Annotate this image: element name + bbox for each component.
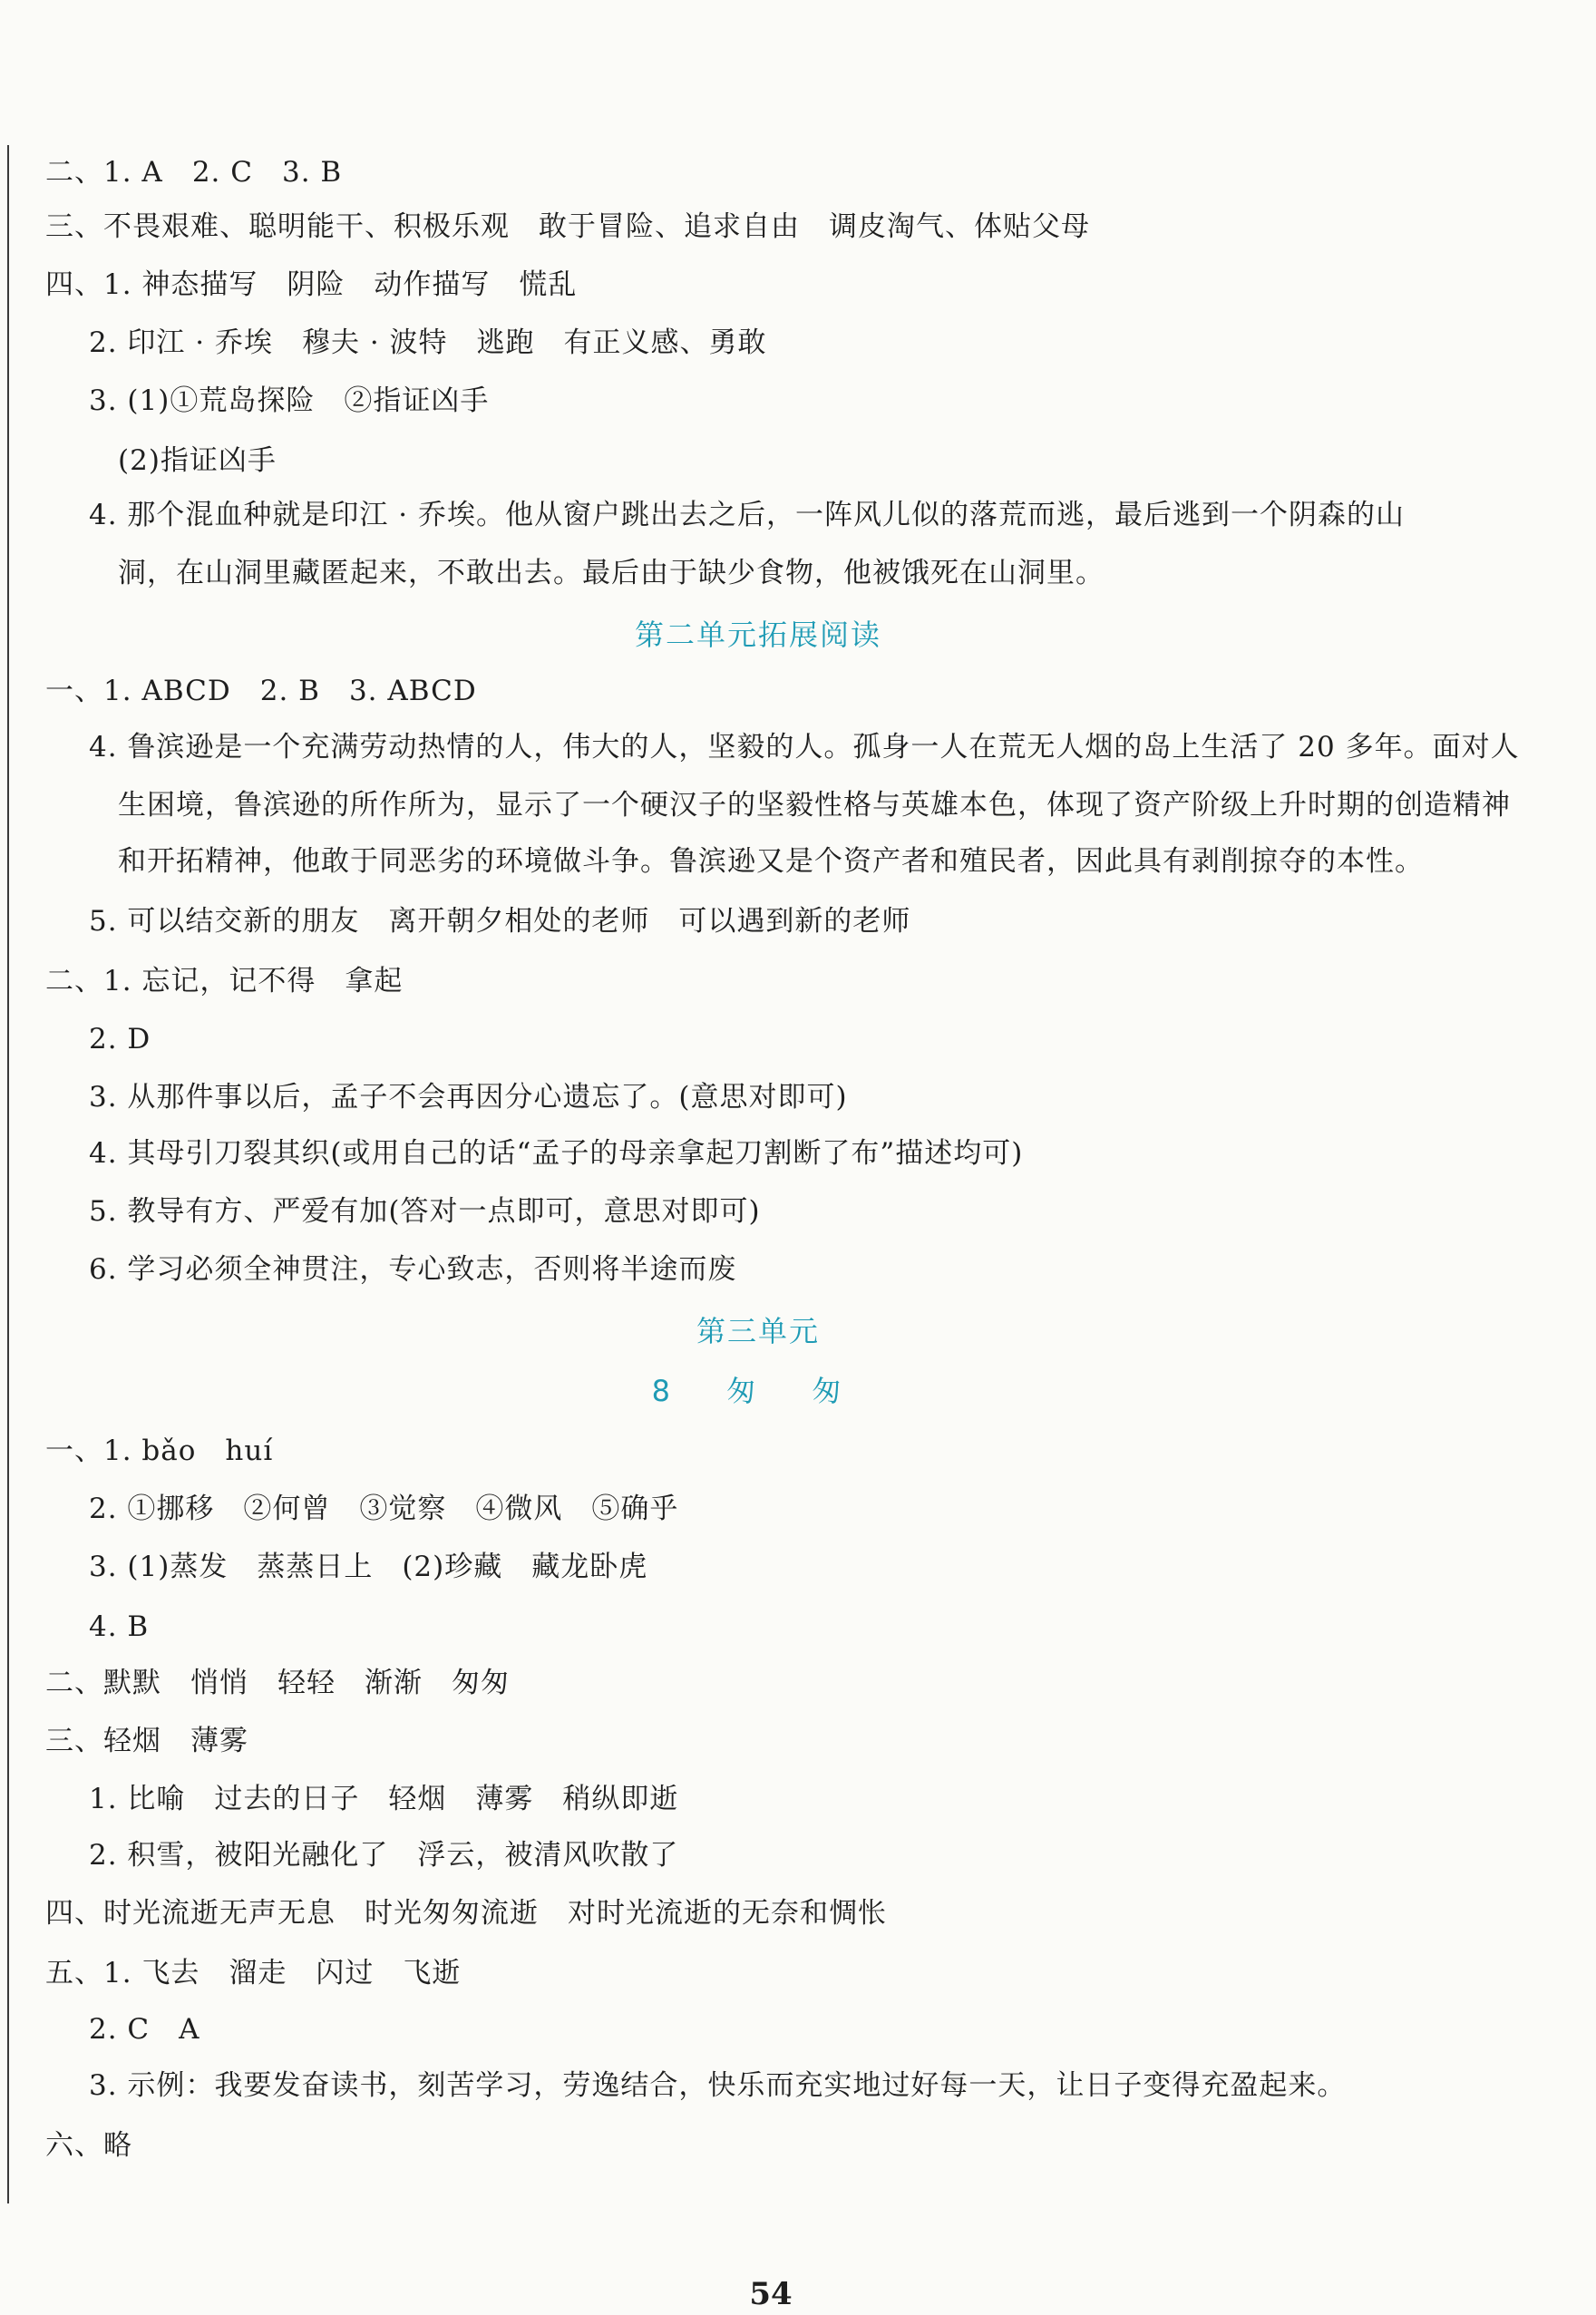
- answer-line: 二、1. A 2. C 3. B: [45, 156, 343, 189]
- answer-line: 二、1. 忘记，记不得 拿起: [45, 965, 404, 997]
- answer-line: 四、时光流逝无声无息 时光匆匆流逝 对时光流逝的无奈和惆怅: [45, 1897, 887, 1930]
- unit-heading: 第三单元: [696, 1314, 820, 1348]
- answer-line: 和开拓精神，他敢于同恶劣的环境做斗争。鲁滨逊又是个资产者和殖民者，因此具有剥削掠夺的本性。: [118, 845, 1424, 878]
- answer-line: 2. ①挪移 ②何曾 ③觉察 ④微风 ⑤确乎: [89, 1493, 679, 1525]
- answer-line: 三、不畏艰难、聪明能干、积极乐观 敢于冒险、追求自由 调皮淘气、体贴父母: [45, 210, 1090, 243]
- answer-line: 4. 鲁滨逊是一个充满劳动热情的人，伟大的人，坚毅的人。孤身一人在荒无人烟的岛上生活了 20 多年。面对人: [89, 731, 1520, 764]
- answer-line: 3. (1)①荒岛探险 ②指证凶手: [89, 384, 490, 417]
- answer-line: 五、1. 飞去 溜走 闪过 飞逝: [45, 1957, 462, 1989]
- answer-line: 2. D: [89, 1023, 151, 1055]
- answer-line: 5. 教导有方、严爱有加(答对一点即可，意思对即可): [89, 1195, 761, 1228]
- answer-line: 3. (1)蒸发 蒸蒸日上 (2)珍藏 藏龙卧虎: [89, 1551, 648, 1583]
- answer-line: 5. 可以结交新的朋友 离开朝夕相处的老师 可以遇到新的老师: [89, 905, 911, 938]
- left-margin-rule: [7, 145, 9, 2203]
- answer-line: 2. C A: [89, 2013, 200, 2046]
- answer-line: 二、默默 悄悄 轻轻 渐渐 匆匆: [45, 1667, 510, 1699]
- answer-line: 3. 从那件事以后，孟子不会再因分心遗忘了。(意思对即可): [89, 1081, 848, 1114]
- answer-line: 6. 学习必须全神贯注，专心致志，否则将半途而废: [89, 1253, 737, 1286]
- answer-line: 四、1. 神态描写 阴险 动作描写 慌乱: [45, 268, 578, 301]
- answer-line: 4. B: [89, 1610, 150, 1643]
- lesson-heading: 8 匆 匆: [651, 1374, 865, 1408]
- answer-line: 2. 印江 · 乔埃 穆夫 · 波特 逃跑 有正义感、勇敢: [89, 326, 767, 359]
- answer-line: 三、轻烟 薄雾: [45, 1725, 248, 1757]
- answer-line: 洞，在山洞里藏匿起来，不敢出去。最后由于缺少食物，他被饿死在山洞里。: [118, 557, 1105, 589]
- answer-line: 2. 积雪，被阳光融化了 浮云，被清风吹散了: [89, 1839, 679, 1872]
- answer-line: 3. 示例：我要发奋读书，刻苦学习，劳逸结合，快乐而充实地过好每一天，让日子变得充盈起来。: [89, 2069, 1347, 2102]
- answer-line: 六、略: [45, 2129, 132, 2162]
- answer-line: 4. 那个混血种就是印江 · 乔埃。他从窗户跳出去之后，一阵风儿似的落荒而逃，最后逃到一个阴森的山: [89, 499, 1405, 531]
- page-number: 54: [749, 2276, 793, 2312]
- answer-line: 4. 其母引刀裂其织(或用自己的话“孟子的母亲拿起刀割断了布”描述均可): [89, 1137, 1024, 1170]
- answer-line: 1. 比喻 过去的日子 轻烟 薄雾 稍纵即逝: [89, 1783, 679, 1815]
- answer-line: 生困境，鲁滨逊的所作所为，显示了一个硬汉子的坚毅性格与英雄本色，体现了资产阶级上升时期的创造精神: [118, 789, 1511, 822]
- answer-line: 一、1. ABCD 2. B 3. ABCD: [45, 675, 477, 707]
- answer-line: (2)指证凶手: [118, 444, 277, 477]
- section-heading: 第二单元拓展阅读: [634, 618, 881, 652]
- answer-line: 一、1. bǎo huí: [45, 1435, 274, 1467]
